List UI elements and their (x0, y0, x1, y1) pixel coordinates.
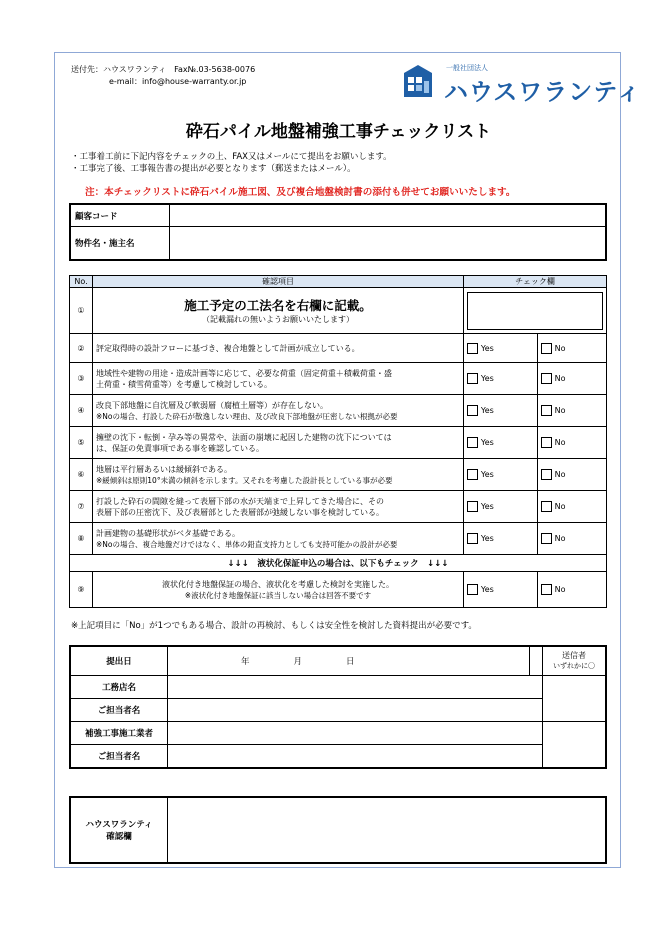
checkbox-icon (541, 437, 552, 448)
row-number: ⑤ (70, 427, 93, 459)
confirmation-table (69, 796, 607, 864)
redesign-note: ※上記項目に「No」が1つでもある場合、設計の再検討、もしくは安全性を検討した資料提出が必要です。 (71, 621, 477, 631)
row-number: ⑦ (70, 491, 93, 523)
day-label: 日 (346, 657, 355, 667)
sender-header (543, 646, 607, 676)
contractor-person-label: ご担当者名 (70, 745, 168, 769)
construction-method-cell (463, 288, 606, 334)
no-checkbox[interactable] (537, 491, 606, 523)
yes-checkbox[interactable] (463, 395, 537, 427)
attachment-note: 注：本チェックリストに砕石パイル施工図、及び複合地盤検討書の添付も併せてお願いいたします。 (85, 187, 516, 198)
check-item-text (93, 523, 464, 555)
checkbox-icon (541, 584, 552, 595)
item-line: 地層は平行層あるいは緩傾斜である。 (96, 464, 232, 474)
yes-label: Yes (480, 374, 494, 383)
check-item-text (93, 363, 464, 395)
email-line: e-mail：info@house-warranty.or.jp (109, 77, 247, 86)
yes-label: Yes (480, 585, 494, 594)
checkbox-icon (467, 533, 478, 544)
builder-person-label: ご担当者名 (70, 699, 168, 722)
month-label: 月 (293, 657, 303, 667)
yes-checkbox[interactable] (463, 572, 537, 608)
yes-label: Yes (480, 534, 494, 543)
yes-label: Yes (480, 470, 494, 479)
item-line: 改良下部地盤に自沈層及び軟弱層（腐植土層等）が存在しない。 (96, 400, 328, 410)
row-number: ⑨ (70, 572, 93, 608)
house-warranty-logo (404, 63, 642, 106)
row-sub-text: （記載漏れの無いようお願いいたします） (201, 315, 354, 324)
col-no-header: No. (70, 276, 93, 288)
check-item-text (93, 491, 464, 523)
no-label: No (554, 343, 566, 353)
no-label: No (554, 585, 566, 594)
yes-label: Yes (480, 438, 494, 447)
no-checkbox[interactable] (537, 572, 606, 608)
logo-mark-icon (404, 65, 432, 97)
contractor-name-field[interactable] (168, 722, 543, 745)
construction-method-instruction (93, 288, 464, 334)
col-item-header: 確認項目 (93, 276, 464, 288)
check-item-text (93, 427, 464, 459)
liquefaction-section-header: ↓↓↓ 液状化保証申込の場合は、以下もチェック ↓↓↓ (70, 555, 607, 572)
checkbox-icon (541, 469, 552, 480)
yes-label: Yes (480, 502, 494, 511)
builder-person-field[interactable] (168, 699, 543, 722)
checkbox-icon (467, 469, 478, 480)
col-check-header: チェック欄 (463, 276, 606, 288)
check-item-text (93, 334, 464, 363)
item-line: ※Noの場合、複合地盤だけではなく、単体の鉛直支持力としても支持可能かの設計が必要 (96, 539, 398, 549)
no-checkbox[interactable] (537, 523, 606, 555)
item-line: 擁壁の沈下・転倒・孕み等の異常や、法面の崩壊に起因した建物の沈下については (96, 432, 392, 442)
item-line: 打設した砕石の間隙を縫って表層下部の水が天端まで上昇してきた場合に、その (96, 496, 384, 506)
row-main-text: 施工予定の工法名を右欄に記載。 (184, 298, 372, 313)
sender-sub-label: いずれかに〇 (553, 662, 595, 670)
item-line: ※緩傾斜は原則10°未満の傾斜を示します。又それを考慮した設計長としている事が必要 (96, 475, 393, 485)
row-number: ① (70, 288, 93, 334)
item-line: は、保証の免責事項である事を確認している。 (96, 443, 264, 453)
date-spacer-cell (529, 646, 542, 676)
item-line: 表層下部の圧密沈下、及び表層部とした表層部が弛緩しない事を検討している。 (96, 507, 384, 517)
no-label: No (554, 374, 566, 383)
sender-label: 送信者 (562, 651, 586, 660)
submit-date-field[interactable] (168, 646, 530, 676)
item-line: 地域性や建物の用途・造成計画等に応じて、必要な荷重（固定荷重＋積載荷重・盛 (96, 368, 392, 378)
checkbox-icon (467, 405, 478, 416)
yes-label: Yes (480, 343, 494, 353)
no-label: No (554, 470, 566, 479)
logo-org-text: 一般社団法人 (446, 64, 488, 72)
row-number: ⑥ (70, 459, 93, 491)
yes-checkbox[interactable] (463, 427, 537, 459)
builder-sender-mark[interactable] (543, 676, 607, 722)
house-warranty-confirm-field (168, 797, 607, 863)
customer-code-field[interactable] (170, 204, 607, 227)
send-to-line: 送付先：ハウスワランティ Fax№.03-5638-0076 (71, 65, 256, 74)
checklist-page (54, 52, 642, 868)
no-label: No (554, 534, 566, 543)
house-warranty-confirm-label: ハウスワランティ 確認欄 (70, 797, 168, 863)
item-line: 評定取得時の設計フローに基づき、複合地盤として計画が成立している。 (96, 343, 360, 353)
checklist-table (69, 275, 607, 608)
row-number: ③ (70, 363, 93, 395)
no-checkbox[interactable] (537, 427, 606, 459)
submit-date-label: 提出日 (70, 646, 168, 676)
page-title: 砕石パイル地盤補強工事チェックリスト (185, 122, 492, 142)
checkbox-icon (467, 501, 478, 512)
submission-table (69, 645, 607, 769)
no-label: No (554, 406, 566, 415)
yes-checkbox[interactable] (463, 334, 537, 363)
item-line: ※Noの場合、打設した砕石が散逸しない理由、及び改良下部地盤が圧密しない根拠が必要 (96, 411, 398, 421)
intro-line: ・工事完了後、工事報告書の提出が必要となります（郵送またはメール）。 (71, 164, 356, 174)
checkbox-icon (541, 343, 552, 354)
yes-checkbox[interactable] (463, 491, 537, 523)
check-item-text (93, 572, 464, 608)
item-line: 土荷重・積雪荷重等）を考慮して検討している。 (96, 379, 272, 389)
logo-name-text: ハウスワランティ (444, 78, 642, 106)
year-label: 年 (241, 657, 250, 667)
property-name-field[interactable] (170, 227, 607, 261)
no-checkbox[interactable] (537, 334, 606, 363)
yes-label: Yes (480, 406, 494, 415)
customer-code-label: 顧客コード (70, 204, 170, 227)
customer-table (69, 203, 607, 261)
row-number: ④ (70, 395, 93, 427)
yes-checkbox[interactable] (463, 523, 537, 555)
no-checkbox[interactable] (537, 395, 606, 427)
item-line: ※液状化付き地盤保証に該当しない場合は回答不要です (184, 590, 372, 600)
checkbox-icon (541, 373, 552, 384)
checkbox-icon (467, 584, 478, 595)
checkbox-icon (541, 405, 552, 416)
intro-line: ・工事着工前に下記内容をチェックの上、FAX又はメールにて提出をお願いします。 (71, 152, 392, 162)
contractor-name-label: 補強工事施工業者 (70, 722, 168, 745)
yes-checkbox[interactable] (463, 363, 537, 395)
item-line: 計画建物の基礎形状がベタ基礎である。 (96, 528, 240, 538)
checkbox-icon (467, 373, 478, 384)
no-label: No (554, 502, 566, 511)
checkbox-icon (541, 501, 552, 512)
checkbox-icon (467, 343, 478, 354)
contractor-sender-mark[interactable] (543, 722, 607, 769)
check-item-text (93, 459, 464, 491)
yes-checkbox[interactable] (463, 459, 537, 491)
property-name-label: 物件名・施主名 (70, 227, 170, 261)
item-line: 液状化付き地盤保証の場合、液状化を考慮した検討を実施した。 (161, 579, 394, 589)
no-checkbox[interactable] (537, 459, 606, 491)
intro-text (71, 151, 392, 175)
row-number: ② (70, 334, 93, 363)
checkbox-icon (467, 437, 478, 448)
check-item-text (93, 395, 464, 427)
checkbox-icon (541, 533, 552, 544)
no-checkbox[interactable] (537, 363, 606, 395)
builder-name-field[interactable] (168, 676, 543, 699)
builder-name-label: 工務店名 (70, 676, 168, 699)
construction-method-field[interactable] (467, 292, 603, 330)
row-number: ⑧ (70, 523, 93, 555)
no-label: No (554, 438, 566, 447)
contractor-person-field[interactable] (168, 745, 543, 769)
